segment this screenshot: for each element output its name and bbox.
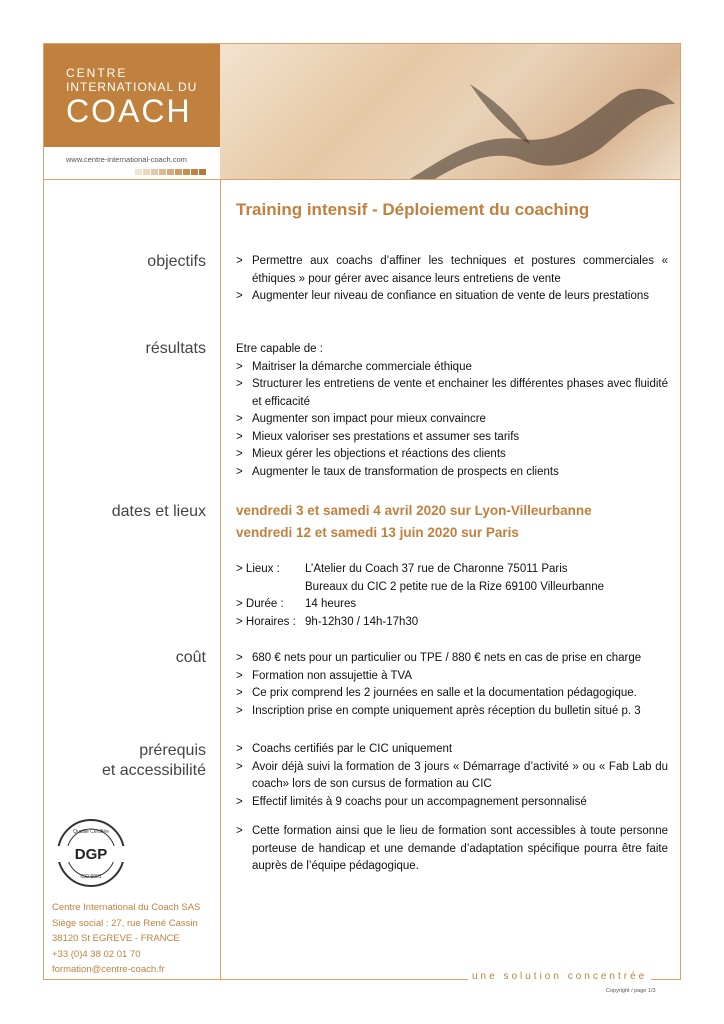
resultats-list	[236, 341, 668, 481]
lieux-row-2: Bureaux du CIC 2 petite rue de la Rize 69100 Villeurbanne	[305, 580, 604, 593]
accessibility-note	[236, 823, 668, 876]
duree-row: > Durée : 14 heures	[236, 598, 357, 610]
list-item: > Maitriser la démarche commerciale éthique	[236, 360, 472, 373]
list-item: > Augmenter son impact pour mieux convaincre	[236, 413, 486, 425]
column-divider	[220, 180, 221, 980]
list-item: > Ce prix comprend les 2 journées en salle et la documentation pédagogique.	[236, 687, 637, 699]
tagline: une solution concentrée	[468, 971, 651, 982]
contact-email[interactable]: formation@centre-coach.fr	[52, 964, 165, 975]
section-label-resultats: résultats	[145, 340, 206, 357]
list-item: > Coachs certifiés par le CIC uniquement	[236, 743, 453, 755]
header-divider	[44, 179, 681, 180]
logo-line-2: INTERNATIONAL DU	[66, 80, 198, 94]
list-item: > Permettre aux coachs d’affiner les techniques et postures commerciales « éthiques » pour gérer avec aisance leurs entretiens de vente	[236, 255, 668, 285]
list-item: > Mieux gérer les objections et réactions des clients	[236, 448, 506, 460]
section-label-accessibilite: et accessibilité	[101, 762, 206, 779]
logo-line-1: CENTRE	[66, 66, 128, 80]
practical-info	[236, 561, 668, 631]
section-label-cout: coût	[175, 649, 206, 666]
section-label-objectifs: objectifs	[147, 253, 206, 270]
list-item: > Inscription prise en compte uniquement après réception du bulletin situé p. 3	[236, 704, 641, 717]
cert-bottom-text: ISO 9001	[80, 874, 102, 880]
cert-letters: DGP	[74, 846, 108, 863]
list-item: > 680 € nets pour un particulier ou TPE / 880 € nets en cas de prise en charge	[236, 652, 642, 664]
color-squares	[135, 169, 206, 175]
cout-list	[236, 650, 668, 720]
resultats-intro: Etre capable de :	[236, 343, 323, 355]
section-label-prerequis: prérequis	[139, 742, 206, 759]
website-url: www.centre-international-coach.com	[66, 155, 187, 164]
dates-block	[236, 500, 668, 544]
company-address: Centre International du Coach SAS Siège social : 27, rue René Cassin 38120 St EGREVE - FRANCE +33 (0)4 38 02 01 70 formation@centre-coach.fr	[52, 900, 200, 978]
lieux-row: > Lieux : L’Atelier du Coach 37 rue de Charonne 75011 Paris	[236, 563, 568, 575]
date-lyon: vendredi 3 et samedi 4 avril 2020 sur Lyon-Villeurbanne	[236, 503, 592, 518]
section-label-dates: dates et lieux	[111, 503, 206, 520]
list-item: > Augmenter leur niveau de confiance en situation de vente de leurs prestations	[236, 290, 650, 302]
list-item: > Cette formation ainsi que le lieu de formation sont accessibles à toute personne porteuse de handicap et une demande d’adaptation spécifique pourra être faite auprès de l’équipe pédagogique.	[236, 825, 668, 872]
list-item: > Avoir déjà suivi la formation de 3 jours « Démarrage d’activité » ou « Fab Lab du coach» lors de son cursus de formation au CIC	[236, 760, 668, 790]
list-item: > Formation non assujettie à TVA	[236, 669, 413, 682]
date-paris: vendredi 12 et samedi 13 juin 2020 sur Paris	[236, 525, 519, 540]
prerequis-list	[236, 741, 668, 811]
copyright: Copyright / page 1/3	[606, 988, 656, 994]
objectifs-list	[236, 253, 668, 306]
page-title: Training intensif - Déploiement du coaching	[236, 200, 590, 219]
hero-bird-image	[220, 44, 680, 179]
certification-seal-icon	[52, 818, 130, 893]
list-item: > Structurer les entretiens de vente et enchainer les différentes phases avec fluidité et efficacité	[236, 378, 668, 408]
cert-top-text: Qualité Certifiée	[73, 829, 109, 835]
list-item: > Augmenter le taux de transformation de prospects en clients	[236, 465, 559, 478]
list-item: > Mieux valoriser ses prestations et assumer ses tarifs	[236, 430, 520, 443]
list-item: > Effectif limités à 9 coachs pour un accompagnement personnalisé	[236, 795, 587, 808]
logo-line-3: COACH	[66, 93, 192, 129]
horaires-row: > Horaires : 9h-12h30 / 14h-17h30	[236, 615, 419, 628]
